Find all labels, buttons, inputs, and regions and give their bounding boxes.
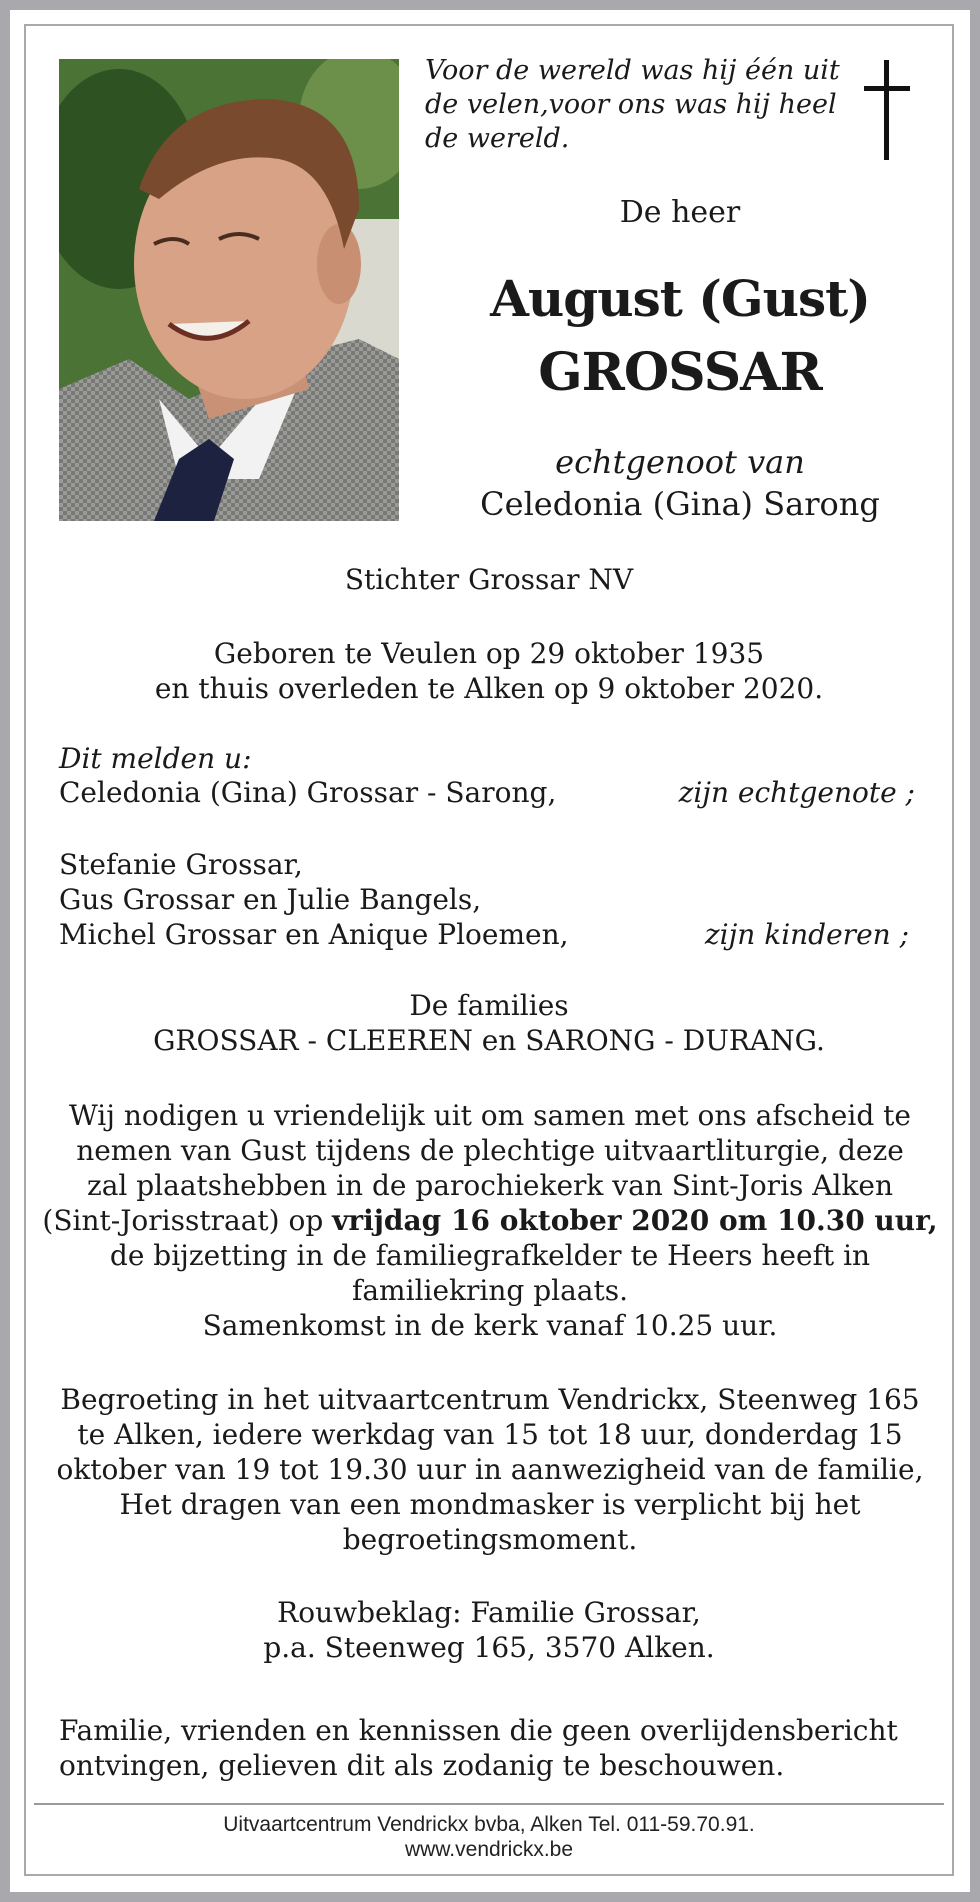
spouse-name: Celedonia (Gina) Sarong bbox=[480, 485, 880, 523]
spouse-row-relation: zijn echtgenote ; bbox=[678, 776, 915, 809]
closing-text bbox=[59, 1713, 939, 1783]
birth-line: Geboren te Veulen op 29 oktober 1935 bbox=[213, 637, 765, 670]
footer-divider bbox=[34, 1803, 944, 1805]
visitation-line: oktober van 19 tot 19.30 uur in aanwezigheid van de familie, bbox=[56, 1453, 924, 1486]
ceremony-line: familiekring plaats. bbox=[352, 1274, 628, 1307]
children-relation: zijn kinderen ; bbox=[704, 918, 909, 951]
child-row bbox=[59, 918, 919, 954]
visitation-line: Begroeting in het uitvaartcentrum Vendrickx, Steenweg 165 bbox=[60, 1383, 920, 1416]
ceremony-line: nemen van Gust tijdens de plechtige uitvaartliturgie, deze bbox=[76, 1134, 904, 1167]
visitation-text bbox=[40, 1382, 940, 1557]
ceremony-line: Samenkomst in de kerk vanaf 10.25 uur. bbox=[202, 1309, 778, 1342]
ceremony-line: zal plaatshebben in de parochiekerk van Sint-Joris Alken bbox=[86, 1169, 894, 1202]
child-name: Michel Grossar en Anique Ploemen, bbox=[59, 918, 569, 951]
visitation-line: begroetingsmoment. bbox=[342, 1523, 638, 1556]
founder-line: Stichter Grossar NV bbox=[344, 563, 634, 596]
title-prefix: De heer bbox=[619, 195, 741, 230]
condolences-line: p.a. Steenweg 165, 3570 Alken. bbox=[263, 1631, 715, 1664]
visitation-line: te Alken, iedere werkdag van 15 tot 18 uur, donderdag 15 bbox=[77, 1418, 903, 1451]
footer bbox=[34, 1812, 944, 1862]
closing-line: ontvingen, gelieven dit als zodanig te beschouwen. bbox=[59, 1749, 785, 1782]
announcers-label: Dit melden u: bbox=[59, 742, 252, 775]
cross-icon bbox=[862, 60, 912, 160]
ceremony-line: de bijzetting in de familiegrafkelder te Heers heeft in bbox=[109, 1239, 871, 1272]
footer-company: Uitvaartcentrum Vendrickx bvba, Alken Tel. 011-59.70.91. bbox=[223, 1813, 755, 1836]
spouse-row-name: Celedonia (Gina) Grossar - Sarong, bbox=[59, 776, 557, 809]
child-name: Gus Grossar en Julie Bangels, bbox=[59, 883, 482, 916]
deceased-name: August (Gust) bbox=[490, 269, 870, 328]
ceremony-text bbox=[40, 1098, 940, 1343]
portrait-photo bbox=[59, 59, 399, 521]
ceremony-date: vrijdag 16 oktober 2020 om 10.30 uur, bbox=[332, 1204, 938, 1237]
families-names: GROSSAR - CLEEREN en SARONG - DURANG. bbox=[153, 1024, 825, 1057]
visitation-line: Het dragen van een mondmasker is verplicht bij het bbox=[119, 1488, 861, 1521]
spouse-intro: echtgenoot van bbox=[555, 443, 805, 481]
child-row bbox=[59, 848, 919, 884]
condolences-line: Rouwbeklag: Familie Grossar, bbox=[277, 1596, 701, 1629]
ceremony-line-text: (Sint-Jorisstraat) op bbox=[42, 1204, 333, 1237]
memorial-quote: Voor de wereld was hij één uit de velen,voor ons was hij heel de wereld. bbox=[425, 55, 840, 154]
child-name: Stefanie Grossar, bbox=[59, 848, 303, 881]
ceremony-line: Wij nodigen u vriendelijk uit om samen met ons afscheid te bbox=[69, 1099, 911, 1132]
condolences-text bbox=[59, 1595, 919, 1665]
closing-line: Familie, vrienden en kennissen die geen overlijdensbericht bbox=[59, 1714, 898, 1747]
families-heading: De families bbox=[409, 989, 569, 1022]
child-row bbox=[59, 883, 919, 919]
ceremony-line bbox=[40, 1203, 940, 1238]
footer-website[interactable]: www.vendrickx.be bbox=[404, 1838, 574, 1861]
death-line: en thuis overleden te Alken op 9 oktober 2020. bbox=[154, 672, 824, 705]
spouse-row bbox=[59, 776, 919, 812]
deceased-surname: GROSSAR bbox=[538, 342, 822, 403]
